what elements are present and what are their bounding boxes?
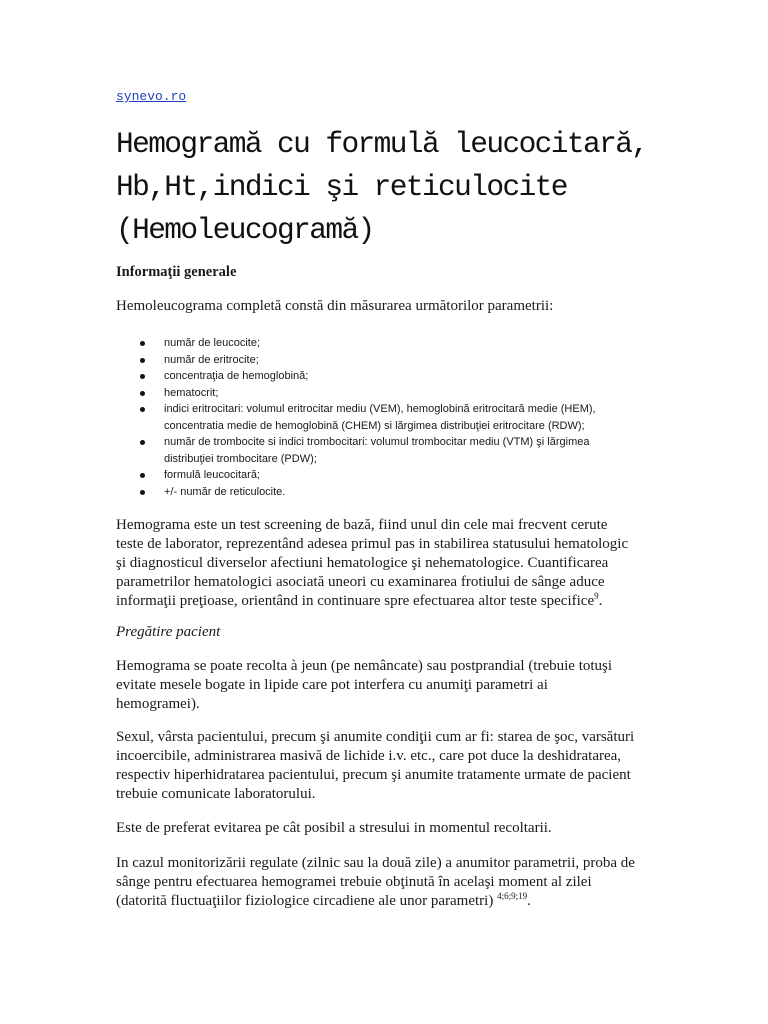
paragraph-line: Sexul, vârsta pacientului, precum şi anumite condiţii cum ar fi: starea de şoc, varsături <box>116 729 635 745</box>
list-item <box>116 484 636 501</box>
body-paragraph: Este de preferat evitarea pe cât posibil a stresului in momentul recoltarii. <box>116 820 552 836</box>
sentence-end: . <box>598 593 603 609</box>
paragraph-line <box>116 892 656 911</box>
bullet-icon <box>140 341 145 346</box>
list-item-text: concentraţia de hemoglobină; <box>164 370 309 382</box>
list-item-text: număr de leucocite; <box>164 337 260 349</box>
paragraph-line: hemogramei). <box>116 696 200 712</box>
list-item-text: număr de eritrocite; <box>164 353 259 366</box>
body-paragraph <box>116 657 656 714</box>
paragraph-line: In cazul monitorizării regulate (zilnic sau la două zile) a anumitor parametrii, proba de <box>116 855 635 871</box>
title-line: (Hemoleucogramă) <box>116 213 374 247</box>
list-item <box>116 401 636 434</box>
list-item-text: număr de trombocite si indici trombocitari: volumul trombocitar mediu (VTM) şi lărgimea <box>164 436 590 448</box>
list-item <box>116 434 636 467</box>
bullet-icon <box>140 358 145 363</box>
paragraph-line: incoercibile, administrarea masivă de lichide i.v. etc., care pot duce la deshidratarea, <box>116 748 622 764</box>
list-item <box>116 352 636 369</box>
sentence-end: . <box>527 893 531 909</box>
paragraph-line: parametrilor hematologici asociată uneori cu examinarea frotiului de sânge aduce <box>116 574 605 590</box>
list-item-text: +/- număr de reticulocite. <box>164 485 286 498</box>
paragraph-line: şi diagnosticul diverselor afectiuni hematologice şi nehematologice. Cuantificarea <box>116 555 609 571</box>
prep-heading: Pregătire pacient <box>116 624 221 640</box>
body-paragraph <box>116 516 656 611</box>
list-item <box>116 385 636 402</box>
list-item-text: hematocrit; <box>164 386 219 399</box>
reference-superscript: 4;6;9;19 <box>497 891 528 901</box>
section-heading: Informaţii generale <box>116 264 237 280</box>
bullet-icon <box>140 407 145 412</box>
paragraph-line: evitate mesele bogate in lipide care pot interfera cu anumiţi parametri ai <box>116 677 548 693</box>
bullet-icon <box>140 490 145 495</box>
list-item-text: indici eritrocitari: volumul eritrocitar mediu (VEM), hemoglobină eritrocitară medie (HEM), <box>164 403 596 415</box>
title-line: Hb,Ht,indici şi reticulocite <box>116 170 567 204</box>
bullet-icon <box>140 473 145 478</box>
paragraph-line <box>116 592 656 611</box>
paragraph-line: respectiv hiperhidratarea pacientului, precum şi anumite tratamente urmate de pacient <box>116 767 631 783</box>
list-item-text: formulă leucocitară; <box>164 469 260 481</box>
title-line: Hemogramă cu formulă leucocitară, <box>116 127 648 161</box>
paragraph-line-text: informaţii preţioase, orientând in continuare spre efectuarea altor teste specifice <box>116 593 595 609</box>
intro-paragraph: Hemoleucograma completă constă din măsurarea următorilor parametrii: <box>116 298 554 314</box>
list-item-text: concentratia medie de hemoglobină (CHEM) si lărgimea distribuţiei eritrocitare (RDW); <box>164 419 585 432</box>
list-item <box>116 368 636 385</box>
list-item <box>116 335 636 352</box>
paragraph-line: sânge pentru efectuarea hemogramei trebuie obţinută în acelaşi moment al zilei <box>116 874 592 890</box>
paragraph-line: Hemograma este un test screening de bază, fiind unul din cele mai frecvent cerute <box>116 517 608 533</box>
body-paragraph <box>116 728 656 804</box>
body-paragraph <box>116 854 656 911</box>
paragraph-line: Hemograma se poate recolta à jeun (pe nemâncate) sau postprandial (trebuie totuşi <box>116 658 613 674</box>
source-link[interactable]: synevo.ro <box>116 89 187 104</box>
paragraph-line: trebuie comunicate laboratorului. <box>116 786 316 802</box>
paragraph-line-text: (datorită fluctuaţiilor fiziologice circadiene ale unor parametri) <box>116 893 498 909</box>
reference-superscript: 9 <box>594 591 599 601</box>
page-title <box>116 123 676 252</box>
list-item <box>116 467 636 484</box>
parameter-list <box>116 335 636 500</box>
bullet-icon <box>140 391 145 396</box>
list-item-text: distribuţiei trombocitare (PDW); <box>164 452 317 465</box>
bullet-icon <box>140 374 145 379</box>
paragraph-line: teste de laborator, reprezentând adesea primul pas in stabilirea statusului hematologic <box>116 536 629 552</box>
bullet-icon <box>140 440 145 445</box>
